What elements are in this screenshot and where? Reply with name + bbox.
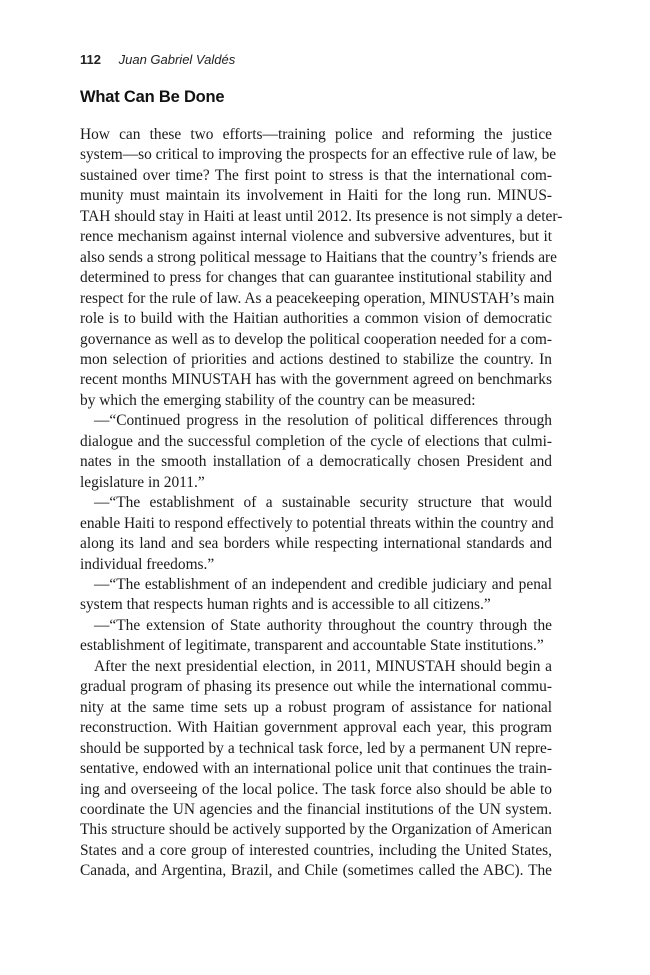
text-line: reconstruction. With Haitian government approval each year, this program — [80, 719, 552, 737]
text-line: gradual program of phasing its presence out while the international commu- — [80, 678, 552, 696]
text-line: also sends a strong political message to Haitians that the country’s friends are — [80, 248, 557, 266]
text-line: TAH should stay in Haiti at least until 2012. Its presence is not simply a deter- — [80, 207, 563, 225]
text-line: by which the emerging stability of the country can be measured: — [80, 391, 476, 409]
text-line: How can these two efforts—training police and reforming the justice — [80, 126, 552, 143]
text-line: recent months MINUSTAH has with the government agreed on benchmarks — [80, 371, 552, 389]
text-line: system that respects human rights and is accessible to all citizens.” — [80, 596, 491, 614]
text-line: respect for the rule of law. As a peacekeeping operation, MINUSTAH’s main — [80, 289, 555, 307]
text-line: should be supported by a technical task force, led by a permanent UN repre- — [80, 739, 552, 757]
text-line: After the next presidential election, in 2011, MINUSTAH should begin a — [94, 657, 552, 675]
text-line: rence mechanism against internal violence and subversive adventures, but it — [80, 228, 552, 246]
text-line: coordinate the UN agencies and the financial institutions of the UN system. — [80, 800, 552, 818]
text-line: —“The establishment of a sustainable security structure that would — [94, 494, 552, 512]
body-text — [80, 125, 563, 882]
text-line: Canada, and Argentina, Brazil, and Chile (sometimes called the ABC). The — [80, 862, 552, 880]
text-line: along its land and sea borders while respecting international standards and — [80, 535, 552, 553]
text-line: role is to build with the Haitian authorities a common vision of democratic — [80, 310, 552, 328]
text-line: establishment of legitimate, transparent and accountable State institutions.” — [80, 637, 544, 655]
text-line: This structure should be actively supported by the Organization of American — [80, 821, 552, 839]
text-line: munity must maintain its involvement in Haiti for the long run. MINUS- — [80, 187, 552, 205]
text-line: mon selection of priorities and actions destined to stabilize the country. In — [80, 350, 552, 368]
text-line: system—so critical to improving the prospects for an effective rule of law, be — [80, 146, 557, 164]
text-line: States and a core group of interested countries, including the United States, — [80, 841, 552, 859]
text-line: nates in the smooth installation of a democratically chosen President and — [80, 453, 552, 471]
text-line: governance as well as to develop the political cooperation needed for a com- — [80, 330, 552, 348]
text-line: enable Haiti to respond effectively to potential threats within the country and — [80, 514, 554, 532]
running-head-author: Juan Gabriel Valdés — [118, 52, 236, 67]
section-heading: What Can Be Done — [80, 88, 225, 106]
page-number: 112 — [80, 52, 101, 67]
text-line: legislature in 2011.” — [80, 473, 205, 491]
text-line: —“The establishment of an independent and credible judiciary and penal — [94, 575, 552, 593]
text-line: individual freedoms.” — [80, 555, 215, 573]
text-line: sentative, endowed with an international police unit that continues the train- — [80, 760, 552, 778]
text-line: determined to press for changes that can guarantee institutional stability and — [80, 269, 552, 287]
running-header — [80, 52, 235, 67]
text-line: dialogue and the successful completion of the cycle of elections that culmi- — [80, 432, 552, 450]
text-line: —“Continued progress in the resolution of political differences through — [94, 412, 552, 430]
text-line: sustained over time? The first point to stress is that the international com- — [80, 166, 552, 184]
text-line: nity at the same time sets up a robust program of assistance for national — [80, 698, 552, 716]
text-line: —“The extension of State authority throughout the country through the — [94, 616, 552, 634]
text-line: ing and overseeing of the local police. The task force also should be able to — [80, 780, 552, 798]
